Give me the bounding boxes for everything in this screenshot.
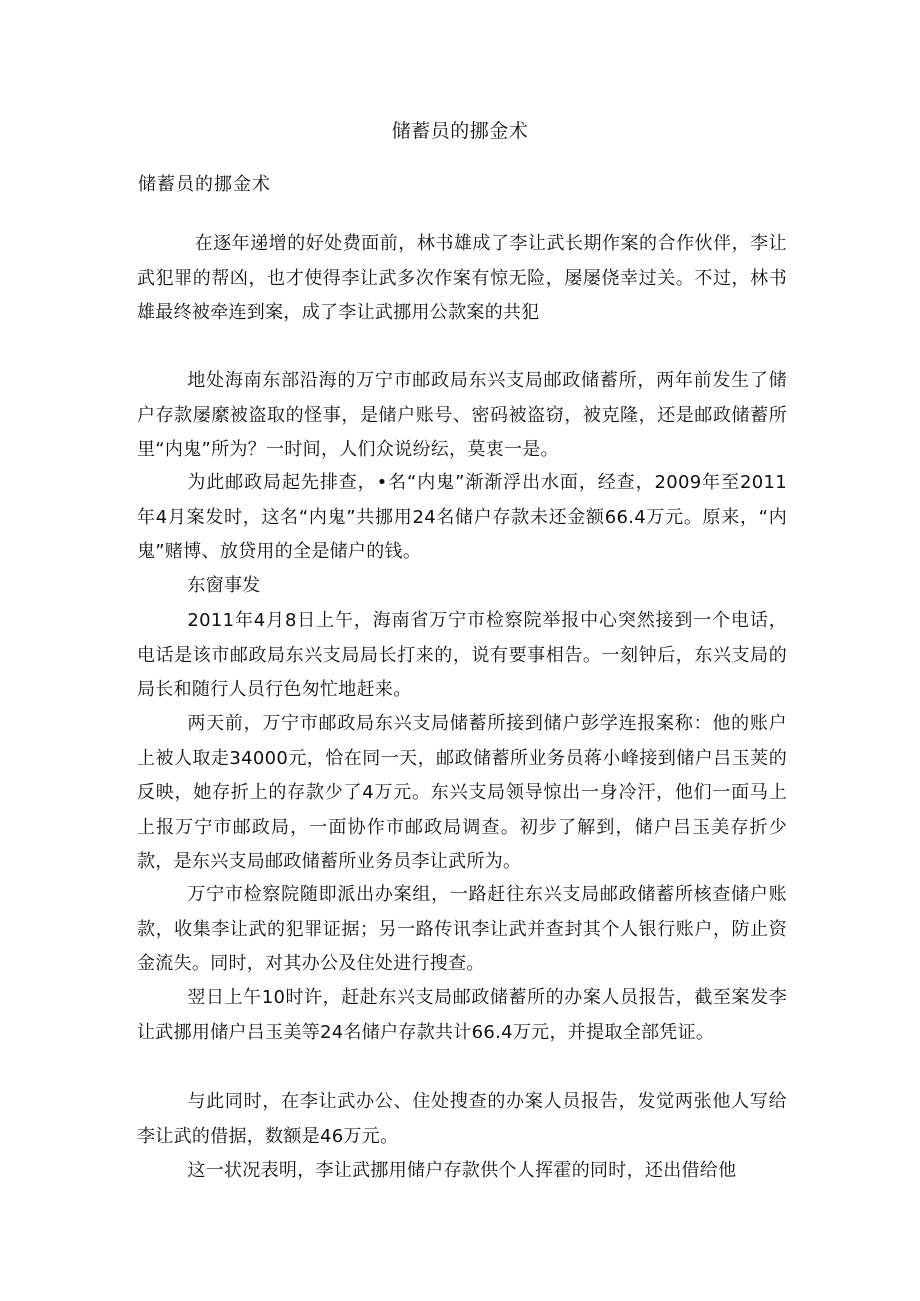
section-heading: 东窗事发 — [187, 575, 261, 596]
body-paragraph: 地处海南东部沿海的万宁市邮政局东兴支局邮政储蓄所，两年前发生了储户存款屡縻被盗取的怪事，是储户账号、密码被盗窃，被克隆，还是邮政储蓄所里“内鬼”所为？一时间，人们众说纷纭，莫衷一是。 — [137, 370, 787, 460]
body-paragraph: 两天前，万宁市邮政局东兴支局储蓄所接到储户彭学连报案称：他的账户上被人取走34000元，恰在同一天，邮政储蓄所业务员蒋小峰接到储户吕玉荚的反映，她存折上的存款少了4万元。东兴支局领导惊出一身冷汗，他们一面马上上报万宁市邮政局，一面协作市邮政局调查。初步了解到，储户吕玉美存折少款，是东兴支局邮政储蓄所业务员李让武所为。 — [137, 713, 787, 872]
body-paragraph: 翌日上午10时许，赶赴东兴支局邮政储蓄所的办案人员报告，截至案发李让武挪用储户吕玉美等24名储户存款共计66.4万元，并提取全部凭证。 — [137, 987, 787, 1043]
body-paragraph: 万宁市检察院随即派出办案组，一路赶往东兴支局邮政储蓄所核查储户账款，收集李让武的犯罪证据；另一路传讯李让武并查封其个人银行账户，防止资金流失。同时，对其办公及住处进行搜查。 — [137, 884, 787, 974]
intro-paragraph: 在逐年递增的好处费面前，林书雄成了李让武长期作案的合作伙伴，李让武犯罪的帮凶，也才使得李让武多次作案有惊无险，屡屡侥幸过关。不过，林书雄最终被牵连到案，成了李让武挪用公款案的共犯 — [137, 233, 787, 323]
document-title: 储蓄员的挪金术 — [391, 120, 529, 142]
body-paragraph: 为此邮政局起先排查，•名“内鬼”渐渐浮出水面，经查，2009年至2011年4月案发时，这名“内鬼”共挪用24名储户存款未还金额66.4万元。原来，“内鬼”赌博、放贷用的全是储户的钱。 — [137, 472, 787, 562]
body-paragraph: 2011年4月8日上午，海南省万宁市检察院举报中心突然接到一个电话，电话是该市邮政局东兴支局局长打来的，说有要事相告。一刻钟后，东兴支局的局长和随行人员行色匆忙地赶来。 — [137, 610, 787, 700]
body-paragraph: 这一状况表明，李让武挪用储户存款供个人挥霍的同时，还出借给他 — [187, 1160, 737, 1181]
body-paragraph: 与此同时，在李让武办公、住处搜查的办案人员报告，发觉两张他人写给李让武的借据，数额是46万元。 — [137, 1091, 787, 1147]
document-subtitle: 储蓄员的挪金术 — [138, 174, 271, 195]
